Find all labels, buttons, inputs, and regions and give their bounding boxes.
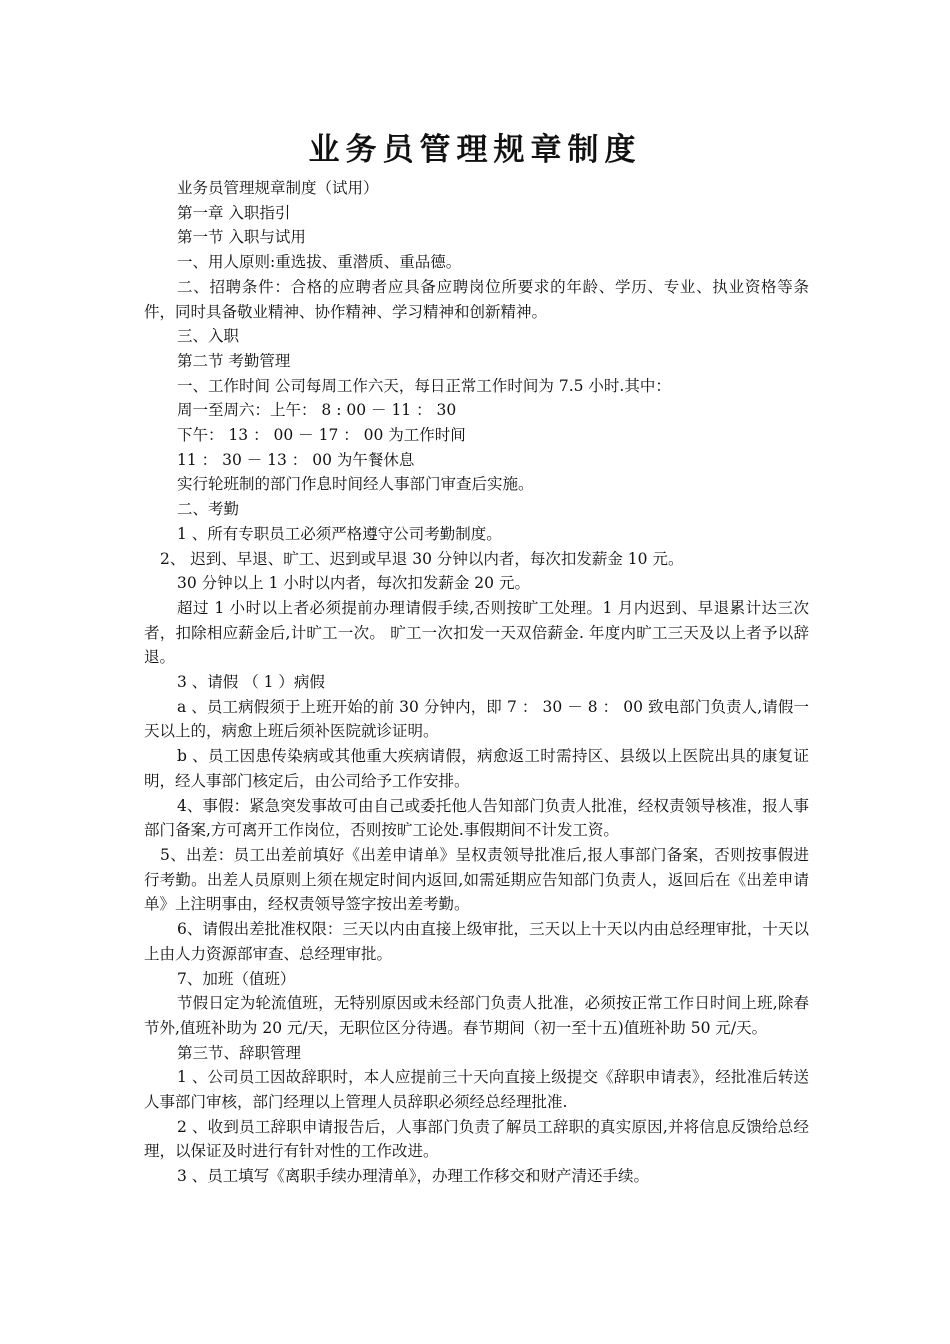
paragraph: 11 ： 30 － 13 ： 00 为午餐休息: [177, 450, 415, 469]
paragraph: 超过 1 小时以上者必须提前办理请假手续,否则按旷工处理。1 月内迟到、早退累计达三次者，扣除相应薪金后,计旷工一次。 旷工一次扣发一天双倍薪金. 年度内旷工三天及以上者予以辞退。: [144, 598, 809, 667]
paragraph: 节假日定为轮流值班，无特别原因或未经部门负责人批准，必须按正常工作日时间上班,除春节外,值班补助为 20 元/天，无职位区分待遇。春节期间（初一至十五)值班补助 50 元/天。: [144, 994, 809, 1037]
paragraph: 3 、请假 （ 1 ）病假: [177, 673, 325, 692]
paragraph: 二、考勤: [177, 500, 240, 519]
paragraph: 4、事假：紧急突发事故可由自己或委托他人告知部门负责人批准，经权责领导核准，报人事部门备案,方可离开工作岗位，否则按旷工论处.事假期间不计发工资。: [144, 796, 809, 840]
paragraph: 周一至周六：上午： 8 : 00 － 11 ： 30: [177, 401, 457, 420]
document-title: 业务员管理规章制度: [308, 132, 642, 168]
paragraph: 三、入职: [177, 327, 240, 346]
chapter-heading: 第一章 入职指引: [177, 203, 291, 222]
section-heading: 第二节 考勤管理: [177, 351, 291, 370]
paragraph: 30 分钟以上 1 小时以内者，每次扣发薪金 20 元。: [177, 574, 530, 593]
section-heading: 第一节 入职与试用: [177, 228, 306, 247]
paragraph: 1 、公司员工因故辞职时，本人应提前三十天向直接上级提交《辞职申请表》，经批准后转送人事部门审核，部门经理以上管理人员辞职必须经总经理批准.: [144, 1068, 809, 1112]
paragraph: 7、加班（值班）: [177, 969, 296, 988]
paragraph: 3 、员工填写《离职手续办理清单》，办理工作移交和财产清还手续。: [177, 1167, 650, 1186]
document-body: [144, 176, 809, 1189]
paragraph: 一、工作时间 公司每周工作六天，每日正常工作时间为 7.5 小时.其中：: [177, 376, 671, 395]
paragraph: 实行轮班制的部门作息时间经人事部门审查后实施。: [177, 475, 534, 494]
paragraph: 2、 迟到、早退、旷工、迟到或早退 30 分钟以内者，每次扣发薪金 10 元。: [160, 549, 684, 568]
paragraph: 6、请假出差批准权限：三天以内由直接上级审批，三天以上十天以内由总经理审批，十天以上由人力资源部审查、总经理审批。: [144, 920, 809, 963]
section-heading: 第三节、辞职管理: [177, 1043, 302, 1062]
paragraph: 一、用人原则:重选拔、重潜质、重品德。: [177, 253, 462, 272]
paragraph: 二、招聘条件：合格的应聘者应具备应聘岗位所要求的年龄、学历、专业、执业资格等条件，同时具备敬业精神、协作精神、学习精神和创新精神。: [144, 277, 809, 321]
paragraph: b 、员工因患传染病或其他重大疾病请假，病愈返工时需持区、县级以上医院出具的康复证明，经人事部门核定后，由公司给予工作安排。: [144, 747, 809, 790]
paragraph: 2 、收到员工辞职申请报告后，人事部门负责了解员工辞职的真实原因,并将信息反馈给总经理，以保证及时进行有针对性的工作改进。: [144, 1117, 809, 1161]
paragraph: 下午： 13 ： 00 － 17 ： 00 为工作时间: [177, 426, 466, 445]
paragraph: 1 、所有专职员工必须严格遵守公司考勤制度。: [177, 524, 502, 543]
paragraph: 业务员管理规章制度（试用）: [177, 179, 379, 197]
paragraph: a 、员工病假须于上班开始的前 30 分钟内，即 7 ： 30 － 8 ： 00 致电部门负责人,请假一天以上的，病愈上班后须补医院就诊证明。: [144, 697, 809, 741]
paragraph: 5、出差：员工出差前填好《出差申请单》呈权责领导批准后,报人事部门备案，否则按事假进行考勤。出差人员原则上须在规定时间内返回,如需延期应告知部门负责人，返回后在《出差申请单》上注明事由，经权责领导签字按出差考勤。: [144, 845, 809, 914]
